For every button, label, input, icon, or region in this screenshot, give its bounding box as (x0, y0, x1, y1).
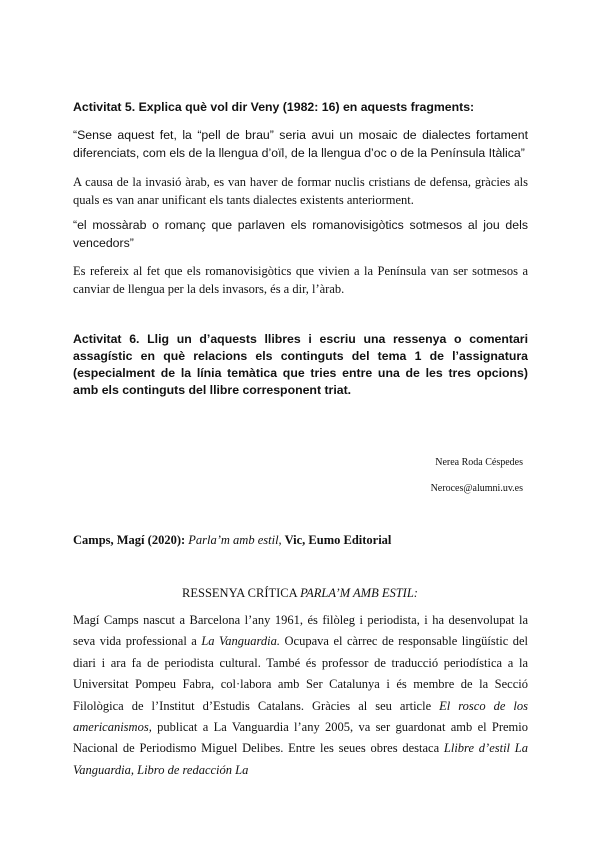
veny-quote-1: “Sense aquest fet, la “pell de brau” seria avui un mosaic de dialectes fortament diferenciats, com els de la llengua d’oïl, de la llengua d’oc o de la Península Itàlica” (73, 128, 528, 160)
review-body (73, 610, 528, 781)
answer-2: Es refereix al fet que els romanovisigòtics que vivien a la Península van ser sotmesos a canviar de llengua per la dels invasors, és a dir, l’àrab. (73, 264, 528, 296)
citation-prefix: Camps, Magí (2020): (73, 533, 186, 547)
citation-book-title: Parla’m amb estil, (188, 533, 282, 547)
author-name: Nerea Roda Céspedes (435, 457, 523, 468)
review-text-1: Magí Camps nascut a Barcelona l’any 1961, és filòleg i periodista, i ha desenvolupat la seva vida professional a (73, 613, 528, 649)
answer-1: A causa de la invasió àrab, es van haver de formar nuclis cristians de defensa, gràcies als quals es van anar unificant els tants dialectes existents anteriorment. (73, 175, 528, 207)
review-title-plain: RESSENYA CRÍTICA (182, 586, 297, 600)
review-title (0, 585, 600, 601)
review-title-italic: PARLA’M AMB ESTIL: (300, 586, 418, 600)
review-italic-3: Llibre d’estil La Vanguardia, Libro de redacción La (73, 741, 528, 777)
activitat-6-heading: Activitat 6. Llig un d’aquests llibres i escriu una ressenya o comentari assagístic en què relacions els continguts del tema 1 de l’assignatura (especialment de la línia temàtica que tries entre una de les tres opcions) amb els continguts del llibre corresponent triat. (73, 332, 528, 397)
review-text-2: Ocupava el càrrec de responsable lingüístic del diari i ara fa de periodista cultural. També és professor de traducció periodística a la Universitat Pompeu Fabra, col·labora amb Ser Catalunya i és membre de la Secció Filològica de l’Institut d’Estudis Catalans. Gràcies al seu article (73, 634, 529, 713)
citation-suffix: Vic, Eumo Editorial (284, 533, 392, 547)
review-italic-1: La Vanguardia. (201, 634, 281, 649)
book-citation (73, 532, 528, 548)
review-italic-2: El rosco de los americanismos, (73, 698, 529, 735)
review-text-3: publicat a La Vanguardia l’any 2005, va ser guardonat amb el Premio Nacional de Periodismo Miguel Delibes. Entre les seues obres destaca (73, 720, 528, 756)
author-email: Neroces@alumni.uv.es (430, 483, 523, 494)
veny-quote-2: “el mossàrab o romanç que parlaven els romanovisigòtics sotmesos al jou dels vencedors” (73, 218, 528, 250)
activitat-5-heading: Activitat 5. Explica què vol dir Veny (1982: 16) en aquests fragments: (73, 100, 475, 114)
